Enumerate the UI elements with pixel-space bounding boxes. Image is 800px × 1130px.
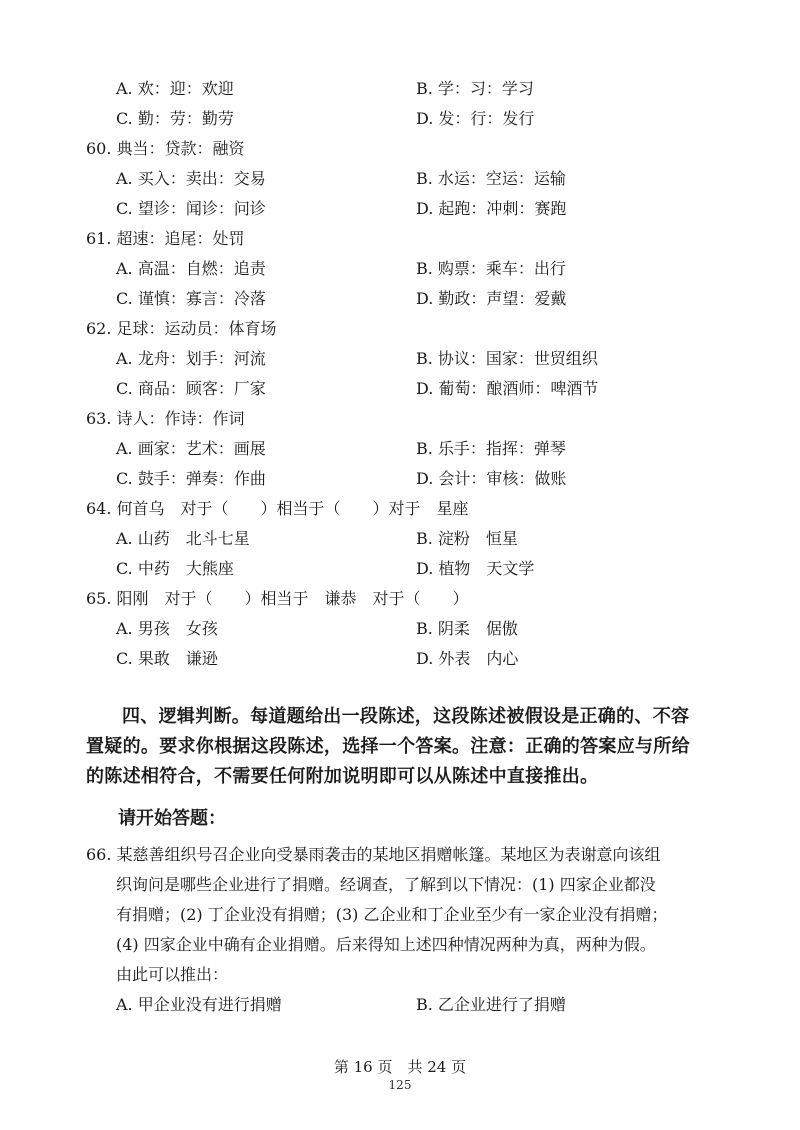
question-60-stem: 60. 典当：贷款：融资: [86, 139, 245, 158]
q63-option-d: D. 会计：审核：做账: [416, 469, 567, 488]
q65-option-d: D. 外表 内心: [416, 649, 519, 668]
q60-option-a: A. 买入：卖出：交易: [116, 169, 266, 188]
q65-option-c: C. 果敢 谦逊: [116, 649, 218, 668]
question-65-stem: 65. 阳刚 对于（ ）相当于 谦恭 对于（ ）: [86, 589, 469, 608]
q65-option-a: A. 男孩 女孩: [116, 619, 218, 638]
option-d: D. 发：行：发行: [416, 109, 535, 128]
page-number: 125: [388, 1078, 412, 1092]
page-footer-label: 第 16 页 共 24 页: [333, 1058, 467, 1076]
section-line-2: 置疑的。要求你根据这段陈述，选择一个答案。注意：正确的答案应与所给: [86, 736, 690, 757]
question-66-line-2: 织询问是哪些企业进行了捐赠。经调查，了解到以下情况：(1) 四家企业都没: [116, 875, 656, 894]
section-line-1: 四、逻辑判断。每道题给出一段陈述，这段陈述被假设是正确的、不容: [122, 706, 690, 727]
q63-option-b: B. 乐手：指挥：弹琴: [416, 439, 566, 458]
q61-option-d: D. 勤政：声望：爱戴: [416, 289, 567, 308]
question-66-line-3: 有捐赠；(2) 丁企业没有捐赠；(3) 乙企业和丁企业至少有一家企业没有捐赠；: [116, 905, 668, 924]
question-66-line-5: 由此可以推出：: [116, 965, 229, 984]
q64-option-a: A. 山药 北斗七星: [116, 529, 250, 548]
question-66-line-4: (4) 四家企业中确有企业捐赠。后来得知上述四种情况两种为真，两种为假。: [116, 935, 656, 954]
q61-option-c: C. 谨慎：寡言：冷落: [116, 289, 266, 308]
q61-option-a: A. 高温：自燃：追责: [116, 259, 266, 278]
q63-option-a: A. 画家：艺术：画展: [116, 439, 266, 458]
start-answering-label: 请开始答题：: [118, 808, 226, 829]
q64-option-d: D. 植物 天文学: [416, 559, 535, 578]
q63-option-c: C. 鼓手：弹奏：作曲: [116, 469, 266, 488]
section-instructions: [86, 702, 726, 792]
q64-option-c: C. 中药 大熊座: [116, 559, 234, 578]
question-61-stem: 61. 超速：追尾：处罚: [86, 229, 245, 248]
option-b: B. 学：习：学习: [416, 79, 534, 98]
question-63-stem: 63. 诗人：作诗：作词: [86, 409, 245, 428]
q64-option-b: B. 淀粉 恒星: [416, 529, 518, 548]
q62-option-c: C. 商品：顾客：厂家: [116, 379, 266, 398]
q62-option-a: A. 龙舟：划手：河流: [116, 349, 266, 368]
q60-option-c: C. 望诊：闻诊：问诊: [116, 199, 266, 218]
option-c: C. 勤：劳：勤劳: [116, 109, 234, 128]
q66-option-b: B. 乙企业进行了捐赠: [416, 995, 566, 1014]
question-66-line-1: 66. 某慈善组织号召企业向受暴雨袭击的某地区捐赠帐篷。某地区为表谢意向该组: [86, 845, 661, 864]
q66-option-a: A. 甲企业没有进行捐赠: [116, 995, 282, 1014]
section-line-3: 的陈述相符合，不需要任何附加说明即可以从陈述中直接推出。: [86, 766, 599, 787]
q60-option-b: B. 水运：空运：运输: [416, 169, 566, 188]
q62-option-b: B. 协议：国家：世贸组织: [416, 349, 598, 368]
q65-option-b: B. 阴柔 倨傲: [416, 619, 518, 638]
question-64-stem: 64. 何首乌 对于（ ）相当于（ ）对于 星座: [86, 499, 469, 518]
question-62-stem: 62. 足球：运动员：体育场: [86, 319, 277, 338]
q60-option-d: D. 起跑：冲刺：赛跑: [416, 199, 567, 218]
option-a: A. 欢：迎：欢迎: [116, 79, 234, 98]
q62-option-d: D. 葡萄：酿酒师：啤酒节: [416, 379, 599, 398]
q61-option-b: B. 购票：乘车：出行: [416, 259, 566, 278]
